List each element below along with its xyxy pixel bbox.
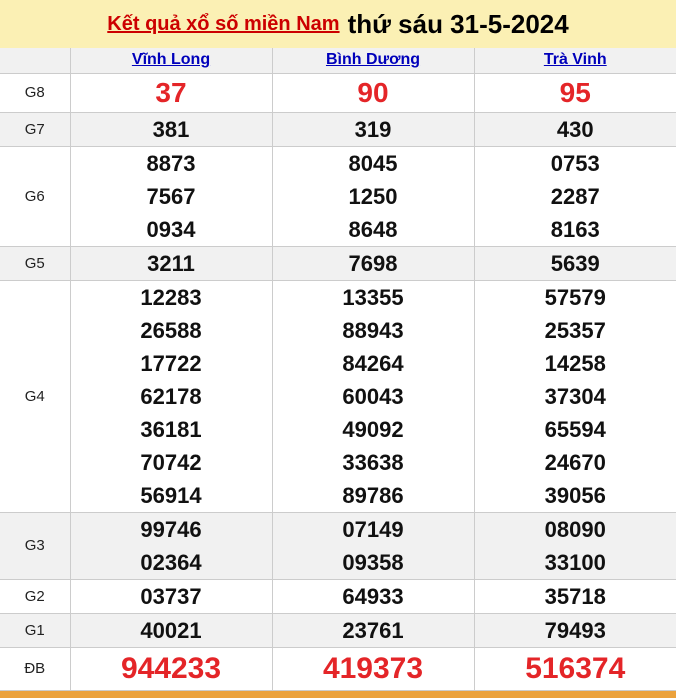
prize-number: 13355 bbox=[342, 284, 404, 310]
prize-number: 84264 bbox=[342, 350, 404, 376]
prize-number: 60043 bbox=[342, 383, 404, 409]
prize-number: 03737 bbox=[140, 583, 202, 609]
prize-number: 0934 bbox=[146, 216, 196, 242]
prize-row-G7 bbox=[0, 112, 676, 146]
prize-cell bbox=[70, 512, 272, 579]
prize-cell bbox=[70, 579, 272, 613]
prize-label: G4 bbox=[0, 280, 70, 512]
prize-number: 56914 bbox=[140, 482, 202, 508]
prize-row-G5 bbox=[0, 246, 676, 280]
prize-number: 8163 bbox=[550, 216, 600, 242]
prize-number: 381 bbox=[152, 116, 190, 142]
prize-number: 5639 bbox=[550, 250, 600, 276]
prize-number: 419373 bbox=[322, 651, 424, 685]
prize-number: 0753 bbox=[550, 150, 600, 176]
column-header-binh-duong bbox=[272, 48, 474, 73]
prize-number: 26588 bbox=[140, 317, 202, 343]
prize-cell bbox=[272, 73, 474, 112]
province-link-tra-vinh[interactable]: Trà Vinh bbox=[543, 51, 607, 69]
prize-cell bbox=[474, 647, 676, 690]
prize-cell bbox=[272, 246, 474, 280]
prize-number: 14258 bbox=[544, 350, 606, 376]
results-table bbox=[0, 48, 676, 691]
prize-row-G2 bbox=[0, 579, 676, 613]
prize-cell bbox=[70, 246, 272, 280]
prize-number: 35718 bbox=[544, 583, 606, 609]
prize-row-G6 bbox=[0, 146, 676, 246]
prize-number: 99746 bbox=[140, 516, 202, 542]
prize-cell bbox=[70, 280, 272, 512]
prize-label: G7 bbox=[0, 112, 70, 146]
prize-cell bbox=[474, 112, 676, 146]
prize-cell bbox=[474, 246, 676, 280]
prize-number: 944233 bbox=[120, 651, 222, 685]
prize-cell bbox=[272, 647, 474, 690]
prize-cell bbox=[272, 613, 474, 647]
prize-cell bbox=[272, 146, 474, 246]
prize-number: 2287 bbox=[550, 183, 600, 209]
prize-cell bbox=[474, 280, 676, 512]
prize-number: 64933 bbox=[342, 583, 404, 609]
prize-number: 37 bbox=[155, 76, 187, 108]
prize-row-G3 bbox=[0, 512, 676, 579]
prize-number: 89786 bbox=[342, 482, 404, 508]
prize-number: 88943 bbox=[342, 317, 404, 343]
corner-cell bbox=[0, 48, 70, 73]
prize-number: 516374 bbox=[525, 651, 626, 685]
bottom-divider-bar bbox=[0, 691, 676, 698]
prize-label: G3 bbox=[0, 512, 70, 579]
prize-cell bbox=[70, 647, 272, 690]
prize-number: 70742 bbox=[140, 449, 202, 475]
prize-cell bbox=[272, 280, 474, 512]
prize-number: 430 bbox=[556, 116, 594, 142]
province-link-binh-duong[interactable]: Bình Dương bbox=[325, 51, 421, 69]
title-link[interactable]: Kết quả xổ số miền Nam bbox=[107, 12, 340, 35]
prize-row-G1 bbox=[0, 613, 676, 647]
prize-cell bbox=[272, 579, 474, 613]
prize-label: G5 bbox=[0, 246, 70, 280]
prize-number: 7698 bbox=[348, 250, 398, 276]
prize-cell bbox=[474, 73, 676, 112]
prize-number: 49092 bbox=[342, 416, 404, 442]
prize-row-G4 bbox=[0, 280, 676, 512]
prize-cell bbox=[272, 112, 474, 146]
prize-number: 12283 bbox=[140, 284, 202, 310]
prize-number: 3211 bbox=[147, 250, 195, 276]
prize-number: 1250 bbox=[348, 183, 398, 209]
prize-cell bbox=[474, 613, 676, 647]
prize-number: 79493 bbox=[544, 617, 606, 643]
prize-number: 7567 bbox=[146, 183, 196, 209]
prize-number: 8045 bbox=[348, 150, 398, 176]
prize-number: 23761 bbox=[342, 617, 404, 643]
prize-number: 95 bbox=[559, 76, 591, 108]
title-date: thứ sáu 31-5-2024 bbox=[347, 8, 569, 39]
prize-label: G8 bbox=[0, 73, 70, 112]
prize-number: 8873 bbox=[146, 150, 196, 176]
prize-number: 24670 bbox=[544, 449, 606, 475]
prize-number: 57579 bbox=[544, 284, 606, 310]
prize-cell bbox=[474, 146, 676, 246]
prize-number: 8648 bbox=[348, 216, 398, 242]
prize-number: 02364 bbox=[140, 549, 202, 575]
prize-label: G1 bbox=[0, 613, 70, 647]
prize-row-ĐB bbox=[0, 647, 676, 690]
prize-label: G6 bbox=[0, 146, 70, 246]
prize-number: 36181 bbox=[140, 416, 202, 442]
prize-number: 33638 bbox=[342, 449, 404, 475]
prize-cell bbox=[474, 579, 676, 613]
prize-number: 37304 bbox=[544, 383, 606, 409]
province-link-vinh-long[interactable]: Vĩnh Long bbox=[131, 51, 211, 69]
prize-cell bbox=[474, 512, 676, 579]
prize-number: 65594 bbox=[544, 416, 606, 442]
prize-row-G8 bbox=[0, 73, 676, 112]
header-row bbox=[0, 48, 676, 73]
prize-cell bbox=[70, 112, 272, 146]
prize-label: G2 bbox=[0, 579, 70, 613]
page-title bbox=[0, 0, 676, 48]
prize-cell bbox=[272, 512, 474, 579]
prize-number: 07149 bbox=[342, 516, 404, 542]
prize-number: 319 bbox=[354, 116, 392, 142]
prize-number: 62178 bbox=[140, 383, 202, 409]
prize-number: 09358 bbox=[342, 549, 404, 575]
prize-cell bbox=[70, 146, 272, 246]
column-header-tra-vinh bbox=[474, 48, 676, 73]
prize-number: 33100 bbox=[544, 549, 606, 575]
prize-number: 40021 bbox=[140, 617, 202, 643]
prize-number: 08090 bbox=[544, 516, 606, 542]
prize-cell bbox=[70, 73, 272, 112]
prize-number: 17722 bbox=[140, 350, 202, 376]
prize-number: 25357 bbox=[544, 317, 606, 343]
prize-number: 90 bbox=[357, 76, 389, 108]
prize-number: 39056 bbox=[544, 482, 606, 508]
prize-label: ĐB bbox=[0, 647, 70, 690]
column-header-vinh-long bbox=[70, 48, 272, 73]
prize-cell bbox=[70, 613, 272, 647]
